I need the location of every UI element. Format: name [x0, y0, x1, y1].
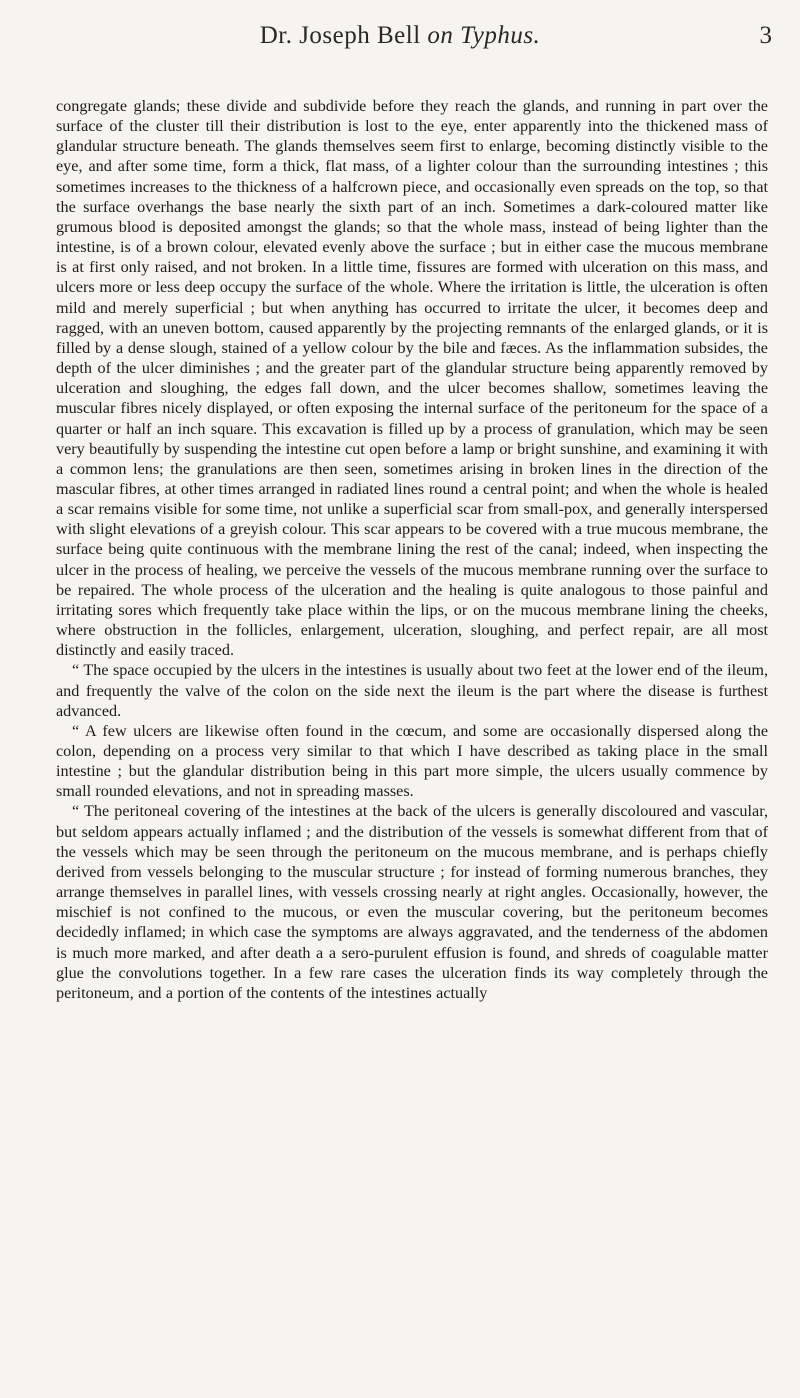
- body-text: [56, 96, 768, 1003]
- paragraph: “ The peritoneal covering of the intestines at the back of the ulcers is generally discoloured and vascular, but seldom appears actually inflamed ; and the distribution of the vessels is somewhat different from that of the vessels which may be seen through the peritoneum on the mucous membrane, and is perhaps chiefly derived from vessels belonging to the muscular structure ; for instead of forming numerous branches, they arrange themselves in parallel lines, with vessels crossing nearly at right angles. Occasionally, however, the mischief is not confined to the mucous, or even the muscular covering, but the peritoneum becomes decidedly inflamed; in which case the symptoms are always aggravated, and the tenderness of the abdomen is much more marked, and after death a a sero-purulent effusion is found, and shreds of coagulable matter glue the convolutions together. In a few rare cases the ulceration finds its way completely through the peritoneum, and a portion of the contents of the intestines actually: [56, 802, 768, 1002]
- page-number: 3: [759, 22, 772, 49]
- running-head-on: on: [427, 22, 454, 49]
- running-head: [0, 22, 800, 50]
- page-header: [0, 18, 800, 58]
- paragraph: congregate glands; these divide and subdivide before they reach the glands, and running in part over the surface of the cluster till their distribution is lost to the eye, enter apparently into the thickened mass of glandular structure beneath. The glands themselves seem first to enlarge, becoming distinctly visible to the eye, and after some time, form a thick, flat mass, of a lighter colour than the surrounding intestines ; this sometimes increases to the thickness of a halfcrown piece, and occasionally even spreads on the top, so that the surface overhangs the base nearly the sixth part of an inch. Sometimes a dark-coloured matter like grumous blood is deposited amongst the glands; so that the whole mass, instead of being lighter than the intestine, is of a brown colour, elevated evenly above the surface ; but in either case the mucous membrane is at first only raised, and not broken. In a little time, fissures are formed with ulceration on this mass, and ulcers more or less deep occupy the surface of the whole. Where the irritation is little, the ulceration is often mild and merely superficial ; but when anything has occurred to irritate the ulcer, it becomes deep and ragged, with an uneven bottom, caused apparently by the projecting remnants of the enlarged glands, or it is filled by a dense slough, stained of a yellow colour by the bile and fæces. As the inflammation subsides, the depth of the ulcer diminishes ; and the greater part of the glandular structure being apparently removed by ulceration and sloughing, the edges fall down, and the ulcer becomes shallow, sometimes leaving the muscular fibres nicely displayed, or often exposing the internal surface of the peritoneum for the space of a quarter or half an inch square. This excavation is filled up by a process of granulation, which may be seen very beautifully by suspending the intestine cut open before a lamp or bright sunshine, and examining it with a common lens; the granulations are then seen, sometimes arising in broken lines in the direction of the mascular fibres, at other times arranged in radiated lines round a central point; and when the whole is healed a scar remains visible for some time, not unlike a superficial scar from small-pox, and generally interspersed with slight elevations of a greyish colour. This scar appears to be covered with a true mucous membrane, the surface being quite continuous with the membrane lining the rest of the canal; indeed, when inspecting the ulcer in the process of healing, we perceive the vessels of the mucous membrane running over the surface to be repaired. The whole process of the ulceration and the healing is quite analogous to those painful and irritating sores which frequently take place within the lips, or on the mucous membrane lining the cheeks, where obstruction in the follicles, enlargement, ulceration, sloughing, and perfect repair, are all most distinctly and easily traced.: [56, 97, 768, 660]
- running-head-author: Dr. Joseph Bell: [259, 22, 421, 49]
- paragraph: “ A few ulcers are likewise often found in the cœcum, and some are occasionally dispersed along the colon, depending on a process very similar to that which I have described as taking place in the small intestine ; but the glandular distribution being in this part more simple, the ulcers usually commence by small rounded elevations, and not in spreading masses.: [56, 721, 768, 801]
- paragraph: “ The space occupied by the ulcers in the intestines is usually about two feet at the lower end of the ileum, and frequently the valve of the colon on the side next the ileum is the part where the disease is furthest advanced.: [56, 661, 768, 720]
- running-head-subject: Typhus.: [460, 22, 541, 49]
